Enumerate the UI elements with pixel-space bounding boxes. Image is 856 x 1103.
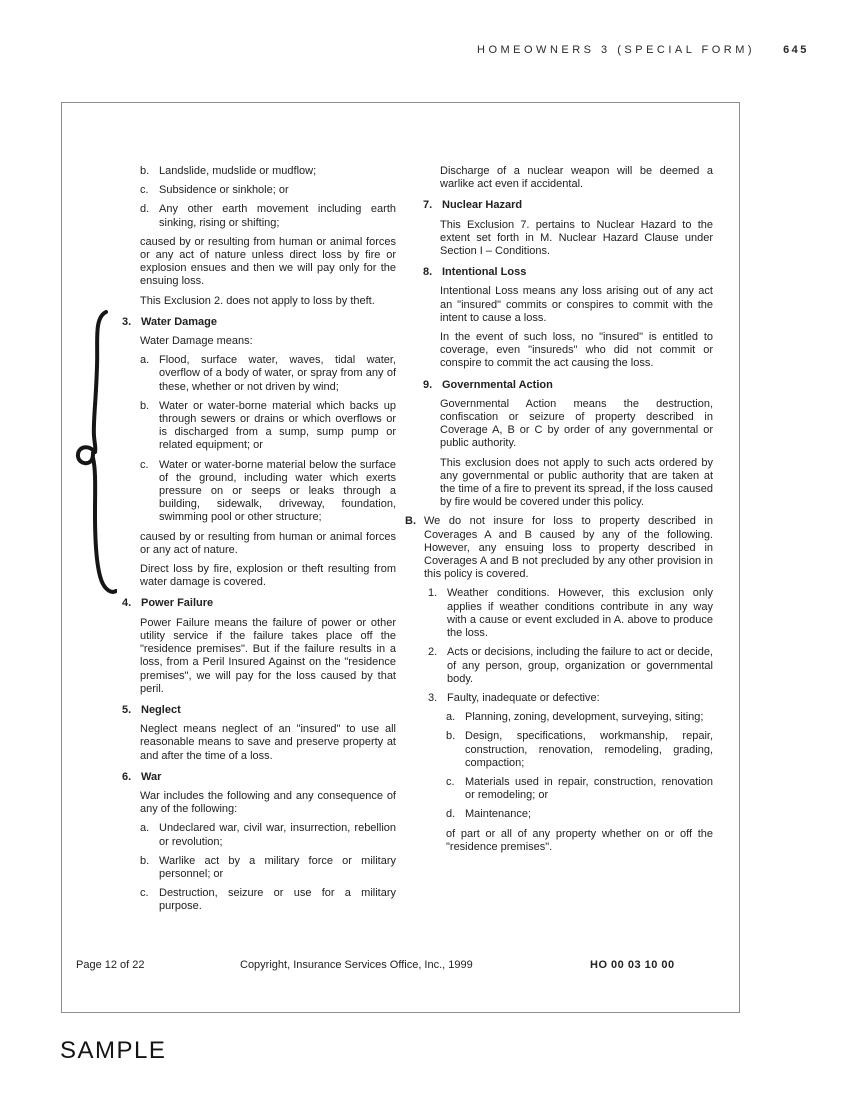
paragraph-text: Neglect means neglect of an "insured" to use all reasonable means to save and preserve property at and after the time of a loss. (140, 723, 396, 762)
item-marker: 1. (428, 587, 438, 600)
document-title: HOMEOWNERS 3 (SPECIAL FORM) (477, 44, 756, 56)
item-text: Governmental Action (442, 378, 553, 391)
paragraph-text: This Exclusion 7. pertains to Nuclear Hazard to the extent set forth in M. Nuclear Hazard Clause under Section I – Conditions. (440, 218, 713, 258)
item-marker: 3. (428, 691, 438, 704)
paragraph-text: caused by or resulting from human or animal forces or any act of nature. (140, 530, 396, 556)
list-item (140, 459, 396, 525)
item-marker: c. (446, 775, 455, 788)
list-item (446, 730, 713, 770)
list-item (140, 855, 396, 881)
list-item (140, 203, 396, 229)
item-marker: 6. (122, 770, 132, 783)
item-text: Subsidence or sinkhole; or (159, 184, 289, 197)
item-text: Materials used in repair, construction, renovation or remodeling; or (465, 775, 713, 802)
section-heading (122, 316, 396, 329)
item-text: Nuclear Hazard (442, 199, 523, 212)
item-text: Warlike act by a military force or military personnel; or (159, 854, 396, 880)
paragraph-text: In the event of such loss, no "insured" is entitled to coverage, even "insureds" who did not commit or conspire to commit the act causing the loss. (440, 331, 713, 370)
list-item (428, 587, 713, 640)
sample-watermark: SAMPLE (60, 1037, 167, 1064)
list-item (140, 822, 396, 848)
paragraph-text: of part or all of any property whether on or off the "residence premises". (446, 827, 713, 853)
item-text: Destruction, seizure or use for a military purpose. (159, 887, 396, 913)
paragraph (140, 563, 396, 589)
paragraph-text: Governmental Action means the destruction, confiscation or seizure of property described in Coverage A, B or C by order of any governmental or public authority. (440, 397, 713, 450)
list-item (405, 515, 713, 581)
document-page (61, 102, 740, 1013)
item-marker: a. (140, 822, 150, 835)
paragraph (440, 165, 713, 191)
paragraph (140, 617, 396, 696)
paragraph-text: This Exclusion 2. does not apply to loss by theft. (140, 294, 375, 307)
paragraph (140, 236, 396, 289)
list-item (446, 808, 713, 821)
list-item (140, 354, 396, 394)
item-marker: a. (140, 354, 150, 367)
paragraph (140, 790, 396, 816)
paragraph-text: caused by or resulting from human or animal forces or any act of nature unless direct loss by fire or explosion ensues and then we will pay only for the ensuing loss. (140, 235, 396, 288)
item-text: Planning, zoning, development, surveying, siting; (465, 711, 704, 724)
section-heading (122, 597, 396, 610)
paragraph-text: Power Failure means the failure of power or other utility service if the failure takes place off the "residence premises". But if the failure results in a loss, from a Peril Insured Against on the "residence premises", we will pay for the loss caused by that peril. (140, 616, 396, 695)
paragraph-text: War includes the following and any consequence of any of the following: (140, 789, 396, 816)
paragraph (440, 457, 713, 510)
item-marker: c. (140, 184, 149, 197)
item-text: Weather conditions. However, this exclusion only applies if weather conditions contribute in any way with a cause or event excluded in A. above to produce the loss. (447, 587, 713, 640)
handwritten-brace-annotation (75, 306, 117, 606)
paragraph (440, 398, 713, 451)
paragraph-text: Discharge of a nuclear weapon will be deemed a warlike act even if accidental. (440, 165, 713, 191)
item-marker: d. (446, 808, 456, 821)
item-marker: a. (446, 711, 456, 724)
item-text: Acts or decisions, including the failure to act or decide, of any person, group, organization or governmental body. (447, 646, 713, 685)
paragraph-text: Direct loss by fire, explosion or theft resulting from water damage is covered. (140, 563, 396, 589)
item-marker: 8. (423, 266, 433, 279)
item-text: Undeclared war, civil war, insurrection, rebellion or revolution; (159, 822, 396, 848)
paragraph (140, 335, 396, 348)
item-marker: B. (405, 515, 416, 528)
list-item (140, 184, 396, 197)
item-text: Intentional Loss (442, 266, 527, 279)
item-text: Water or water-borne material which backs up through sewers or drains or which overflows or is discharged from a sump, sump pump or related equipment; or (159, 399, 396, 452)
paragraph (140, 295, 396, 308)
item-text: Flood, surface water, waves, tidal water, overflow of a body of water, or spray from any of these, whether or not driven by wind; (159, 354, 396, 393)
item-marker: 7. (423, 199, 433, 212)
item-marker: 2. (428, 646, 438, 659)
form-number: HO 00 03 10 00 (590, 959, 675, 971)
list-item (140, 400, 396, 453)
paragraph (440, 331, 713, 371)
item-text: Water or water-borne material below the surface of the ground, including water which exerts pressure on or seeps or leaks through a building, sidewalk, driveway, foundation, swimming pool or other structure; (159, 458, 396, 524)
item-text: Power Failure (141, 597, 214, 610)
section-heading (423, 379, 713, 392)
page-header (477, 44, 809, 56)
item-marker: 4. (122, 597, 132, 610)
item-text: Landslide, mudslide or mudflow; (159, 165, 317, 177)
item-marker: b. (140, 399, 150, 412)
item-marker: b. (140, 854, 150, 867)
section-heading (122, 704, 396, 717)
item-marker: c. (140, 887, 149, 900)
right-text-column (405, 165, 713, 854)
book-page-number: 645 (783, 44, 809, 56)
list-item (140, 165, 396, 178)
item-text: War (141, 770, 162, 783)
item-marker: 3. (122, 315, 132, 328)
item-text: We do not insure for loss to property described in Coverages A and B caused by any of the following. However, any ensuing loss to property described in Coverages A and B not precluded by any other provision in this policy is covered. (424, 515, 713, 581)
item-text: Water Damage (141, 315, 218, 328)
item-marker: 5. (122, 703, 132, 716)
item-text: Neglect (141, 703, 181, 716)
item-text: Faulty, inadequate or defective: (447, 691, 600, 704)
item-text: Design, specifications, workmanship, repair, construction, renovation, remodeling, grading, compaction; (465, 730, 713, 769)
list-item (446, 711, 713, 724)
page-count-label: Page 12 of 22 (76, 959, 145, 971)
section-heading (423, 199, 713, 212)
copyright-notice: Copyright, Insurance Services Office, Inc., 1999 (240, 959, 473, 971)
paragraph-text: Intentional Loss means any loss arising out of any act an "insured" commits or conspires to commit with the intent to cause a loss. (440, 285, 713, 324)
item-marker: 9. (423, 378, 433, 391)
paragraph (140, 723, 396, 763)
list-item (446, 776, 713, 802)
paragraph (446, 828, 713, 854)
paragraph (440, 285, 713, 325)
list-item (428, 646, 713, 686)
section-heading (423, 266, 713, 279)
paragraph (140, 531, 396, 557)
item-marker: c. (140, 458, 149, 471)
item-marker: b. (140, 165, 150, 177)
list-item (428, 692, 713, 705)
left-text-column (122, 165, 396, 914)
item-text: Any other earth movement including earth sinking, rising or shifting; (159, 203, 396, 229)
paragraph-text: Water Damage means: (140, 335, 253, 348)
item-marker: d. (140, 203, 150, 216)
item-marker: b. (446, 730, 456, 743)
paragraph (440, 219, 713, 259)
section-heading (122, 771, 396, 784)
item-text: Maintenance; (465, 808, 532, 821)
list-item (140, 887, 396, 913)
paragraph-text: This exclusion does not apply to such acts ordered by any governmental or public authority that are taken at the time of a fire to prevent its spread, if the loss caused by fire would be covered under this policy. (440, 456, 713, 509)
